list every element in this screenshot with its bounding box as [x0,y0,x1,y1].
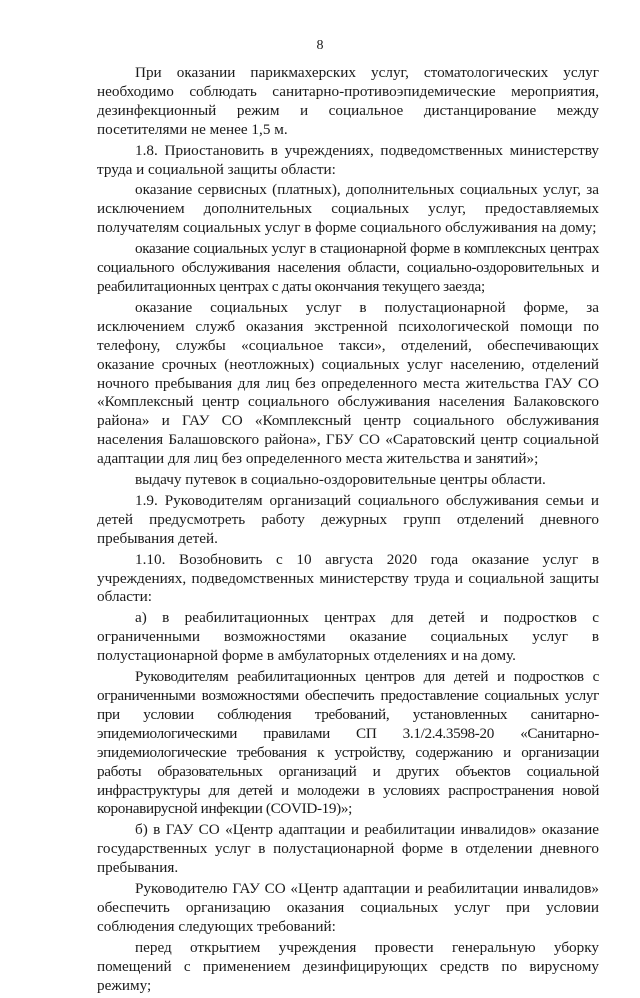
paragraph-service-paid: оказание сервисных (платных), дополнительных социальных услуг, за исключением дополнительных социальных услуг, предоставляемых получателям социальных услуг в форме социального обслуживания на дому; [97,181,599,237]
paragraph-1-10: 1.10. Возобновить с 10 августа 2020 года оказание услуг в учреждениях, подведомственных министерству труда и социальной защиты области: [97,550,599,606]
document-body [97,64,599,998]
paragraph-vouchers: выдачу путевок в социально-оздоровительные центры области. [135,471,546,489]
paragraph-hairdressing: При оказании парикмахерских услуг, стоматологических услуг необходимо соблюдать санитарно-противоэпидемические мероприятия, дезинфекционный режим и социальное дистанцирование между посетителями не менее 1,5 м. [97,64,599,138]
paragraph-rehab-requirements: Руководителям реабилитационных центров для детей и подростков с ограниченными возможностями обеспечить предоставление социальных услуг при условии соблюдения требований, установленных санитарно-эпидемиологическими правилами СП 3.1/2.4.3598-20 «Санитарно-эпидемиологические требования к устройству, содержанию и организации работы образовательных организаций и других объектов социальной инфраструктуры для детей и молодежи в условиях распространения новой коронавирусной инфекции (COVID-19)»; [97,668,599,818]
paragraph-a-rehab-centers: а) в реабилитационных центрах для детей и подростков с ограниченными возможностями оказание социальных услуг в полустационарной форме в амбулаторных отделениях и на дому. [97,609,599,665]
paragraph-adaptation-head: Руководителю ГАУ СО «Центр адаптации и реабилитации инвалидов» обеспечить организацию оказания социальных услуг при условии соблюдения следующих требований: [97,880,599,935]
paragraph-cleaning: перед открытием учреждения провести генеральную уборку помещений с применением дезинфицирующих средств по вирусному режиму; [97,938,599,994]
paragraph-1-8: 1.8. Приостановить в учреждениях, подведомственных министерству труда и социальной защиты области: [97,141,599,178]
paragraph-stationary: оказание социальных услуг в стационарной форме в комплексных центрах социального обслуживания населения области, социально-оздоровительных и реабилитационных центрах с даты окончания текущего заезда; [97,240,599,295]
paragraph-semi-stationary: оказание социальных услуг в полустационарной форме, за исключением служб оказания экстренной психологической помощи по телефону, службы «социальное такси», отделений, обеспечивающих оказание срочных (неотложных) социальных услуг населению, отделений ночного пребывания для лиц без определенного места жительства ГАУ СО «Комплексный центр социального обслуживания населения Балаковского района» и ГАУ СО «Комплексный центр социального обслуживания населения Балашовского района», ГБУ СО «Саратовский центр социальной адаптации для лиц без определенного места жительства и занятий»; [97,298,599,468]
paragraph-1-9: 1.9. Руководителям организаций социального обслуживания семьи и детей предусмотреть работу дежурных групп отделений дневного пребывания детей. [97,491,599,547]
paragraph-b-adaptation-center: б) в ГАУ СО «Центр адаптации и реабилитации инвалидов» оказание государственных услуг в полустационарной форме в отделении дневного пребывания. [97,821,599,877]
page-number: 8 [316,38,324,53]
